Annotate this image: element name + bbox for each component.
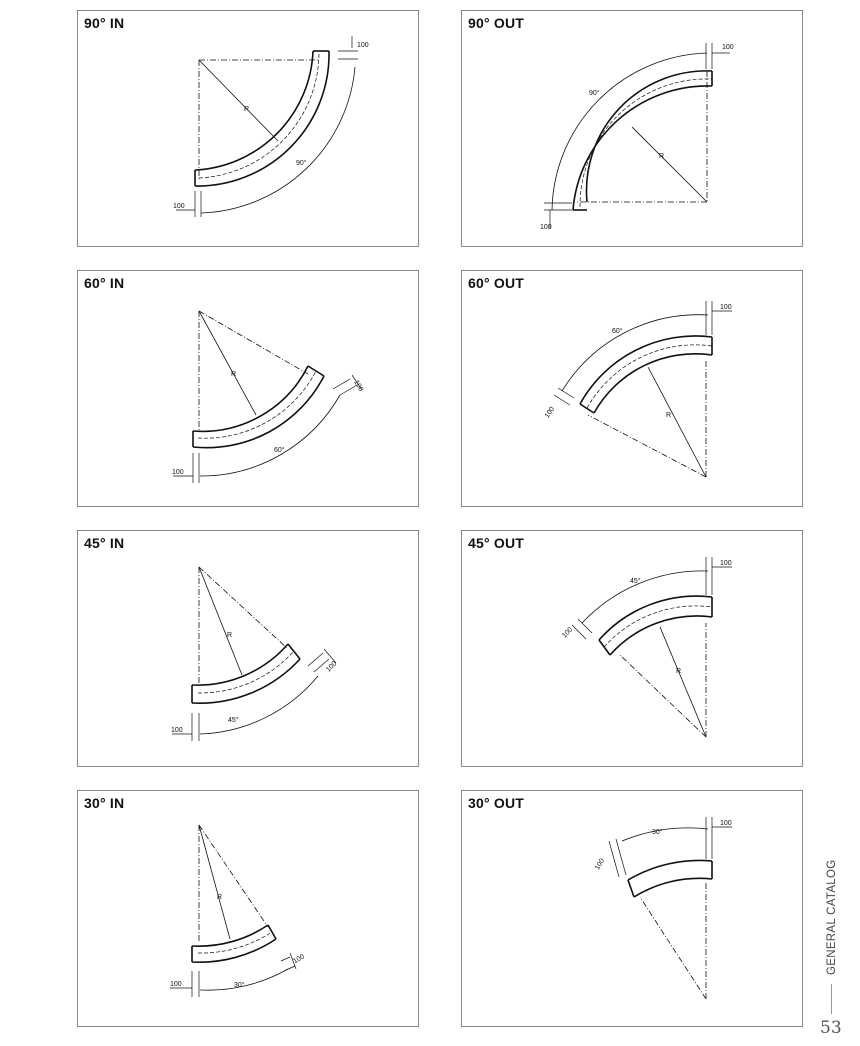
offset-label-bottom: 100 (172, 469, 184, 476)
panel-title: 30° IN (84, 795, 125, 811)
panel-45-in (77, 530, 419, 767)
panel-90-in (77, 10, 419, 247)
panel-45-out (461, 530, 803, 767)
angle-label: 45° (228, 717, 239, 724)
offset-label-side: 100 (292, 953, 306, 966)
panel-30-in (77, 790, 419, 1027)
angle-label: 30° (234, 982, 245, 989)
radius-label: R (217, 894, 223, 901)
angle-label: 60° (612, 328, 623, 335)
elbow-drawing-45-out (462, 531, 804, 768)
offset-label-bottom: 100 (170, 981, 182, 988)
catalog-side-label: GENERAL CATALOG (826, 859, 838, 975)
panel-title: 90° OUT (468, 15, 525, 31)
offset-label-top: 100 (357, 42, 369, 49)
angle-label: 45° (630, 578, 641, 585)
offset-label-top: 100 (720, 560, 732, 567)
radius-label: R (659, 153, 665, 160)
radius-label: R (227, 632, 233, 639)
panel-60-in (77, 270, 419, 507)
angle-label: 60° (274, 447, 285, 454)
page-number: 53 (820, 1018, 842, 1038)
elbow-drawing-60-in (78, 271, 420, 508)
elbow-drawing-90-in (78, 11, 420, 248)
panel-title: 60° OUT (468, 275, 525, 291)
panel-title: 45° IN (84, 535, 125, 551)
offset-label-side: 100 (543, 405, 557, 420)
offset-label-top: 100 (720, 304, 732, 311)
elbow-drawing-30-out (462, 791, 804, 1028)
offset-label-bottom: 100 (540, 224, 552, 231)
panel-title: 30° OUT (468, 795, 525, 811)
radius-label: R (666, 412, 672, 419)
radius-label: R (676, 668, 682, 675)
angle-label: 90° (589, 90, 600, 97)
offset-label-top: 100 (720, 820, 732, 827)
offset-label-side: 100 (561, 626, 575, 640)
panel-title: 45° OUT (468, 535, 525, 551)
panel-60-out (461, 270, 803, 507)
angle-label: 30° (652, 829, 663, 836)
panel-title: 60° IN (84, 275, 125, 291)
panel-30-out (461, 790, 803, 1027)
radius-label: R (244, 106, 250, 113)
offset-label-side: 100 (325, 660, 339, 674)
elbow-drawing-30-in (78, 791, 420, 1028)
offset-label-side: 100 (352, 379, 365, 393)
panel-90-out (461, 10, 803, 247)
side-divider (831, 984, 832, 1014)
elbow-drawing-45-in (78, 531, 420, 768)
offset-label-bottom: 100 (171, 727, 183, 734)
offset-label-side: 100 (594, 857, 607, 872)
elbow-drawing-60-out (462, 271, 804, 508)
angle-label: 90° (296, 160, 307, 167)
offset-label-bottom: 100 (173, 203, 185, 210)
offset-label-top: 100 (722, 44, 734, 51)
radius-label: R (231, 371, 237, 378)
elbow-drawing-90-out (462, 11, 804, 248)
panel-title: 90° IN (84, 15, 125, 31)
